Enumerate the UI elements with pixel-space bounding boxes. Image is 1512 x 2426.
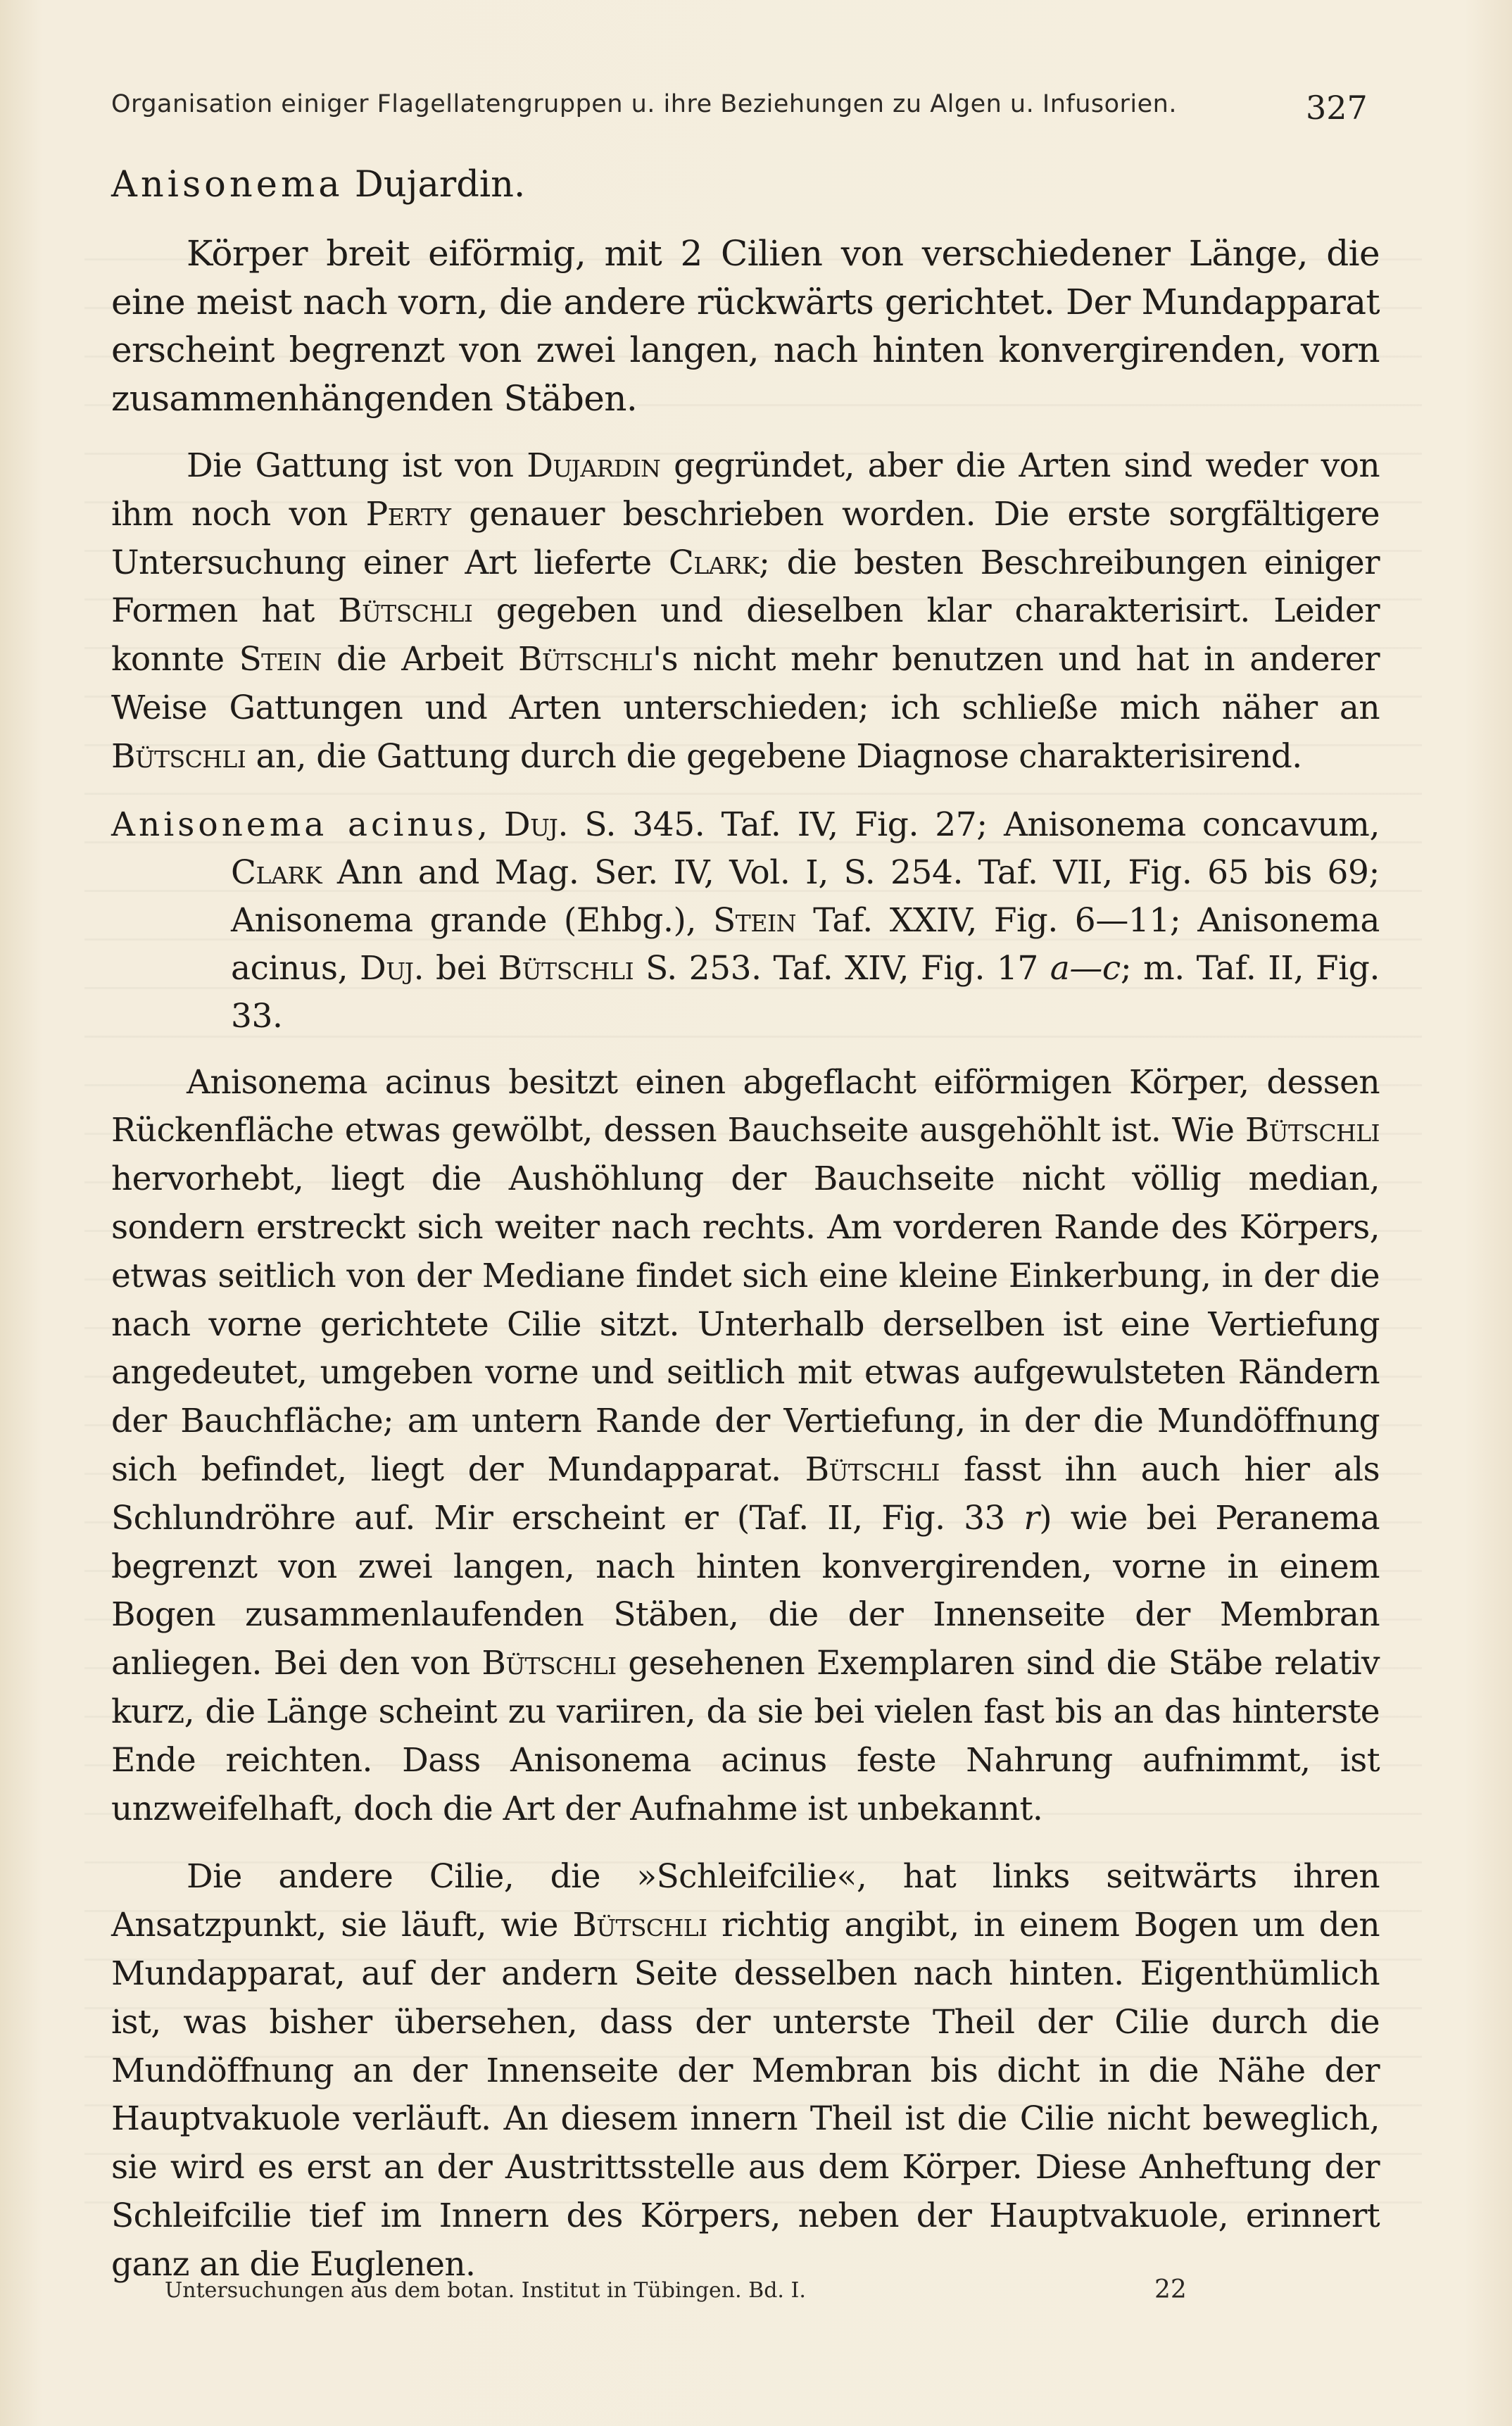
ref-text: Taf. XXIV, Fig. 6—11; Anisonema acinus, [231,900,1380,988]
figure-letters: a—c [1050,948,1121,988]
species-name: Anisonema acinus [111,805,478,844]
intro-text: an, die Gattung durch die gegebene Diagnose charakterisirend. [246,736,1302,776]
ref-text: S. 253. Taf. XIV, Fig. 17 [634,948,1050,988]
author-name: Clark [668,543,760,582]
author-name: Bütschli [338,591,473,631]
cilia-text: Die andere Cilie, die »Schleifcilie«, hat links seitwärts ihren Ansatzpunkt, sie läuft, wie [111,1857,1380,1945]
ref-text: ; m. Taf. II, Fig. 33. [231,948,1380,1036]
running-head: Organisation einiger Flagellatengruppen u. ihre Beziehungen zu Algen u. Infusorien. [111,90,1177,118]
author-name: Bütschli [1245,1111,1380,1150]
paragraph-gap [111,781,1380,801]
author-name: Bütschli [805,1450,940,1489]
description-text: fasst ihn auch hier als Schlundröhre auf. Mir erscheint er (Taf. II, Fig. 33 [111,1450,1380,1538]
ref-text: bei [424,948,498,988]
genus-author: Dujardin. [354,164,526,206]
author-name: Bütschli [572,1906,707,1945]
footer-imprint: Untersuchungen aus dem botan. Institut in Tübingen. Bd. I. [165,2278,806,2303]
signature-mark: 22 [1154,2275,1187,2304]
paragraph-gap [111,1833,1380,1853]
description-paragraph [111,1059,1380,1834]
intro-text: gegeben und dieselben klar charakterisirt. Leider konnte [111,591,1380,679]
author-name: Duj. [360,948,424,988]
genus-name: Anisonema [111,164,344,206]
ref-text: , [477,805,504,844]
intro-text: ; die besten Beschreibungen einiger Formen hat [111,543,1380,631]
author-name: Perty [365,494,451,534]
author-name: Stein [712,900,797,940]
author-name: Duj. [503,805,569,844]
ref-text: S. 345. Taf. IV, Fig. 27; Anisonema concavum, [568,805,1380,844]
author-name: Bütschli [518,640,653,679]
figure-letter: r [1023,1498,1040,1538]
intro-paragraph [111,442,1380,781]
genus-heading [111,161,1380,210]
cilia-text: richtig angibt, in einem Bogen um den Mundapparat, auf der andern Seite desselben nach hinten. Eigenthümlich ist, was bisher übersehen, dass der unterste Theil der Cilie durch die Mundöffnung an der Innenseite der Membran bis dicht in die Nähe der Hauptvakuole verläuft. An diesem innern Theil ist die Cilie nicht beweglich, sie wird es erst an der Austrittsstelle aus dem Körper. Diese Anheftung der Schleifcilie tief im Innern des Körpers, neben der Hauptvakuole, erinnert ganz an die Euglenen. [111,1906,1380,2284]
page-number: 327 [1306,89,1368,127]
body-text [111,161,1380,2289]
description-text: gesehenen Exemplaren sind die Stäbe relativ kurz, die Länge scheint zu variiren, da sie bei vielen fast bis an das hinterste Ende reichten. Dass Anisonema acinus feste Nahrung aufnimmt, ist unzweifelhaft, doch die Art der Aufnahme ist unbekannt. [111,1644,1380,1828]
author-name: Bütschli [481,1644,617,1683]
description-text: hervorhebt, liegt die Aushöhlung der Bauchseite nicht völlig median, sondern erstreckt sich weiter nach rechts. Am vorderen Rande des Körpers, etwas seitlich von der Mediane findet sich eine kleine Einkerbung, in der die nach vorne gerichtete Cilie sitzt. Unterhalb derselben ist eine Vertiefung angedeutet, umgeben vorne und seitlich mit etwas aufgewulsteten Rändern der Bauchfläche; am untern Rande der Vertiefung, in der die Mundöffnung sich befindet, liegt der Mundapparat. [111,1159,1380,1489]
ref-text: Ann and Mag. Ser. IV, Vol. I, S. 254. Taf. VII, Fig. 65 bis 69; Anisonema grande (Ehbg.), [231,853,1380,940]
cilia-paragraph [111,1853,1380,2289]
description-text: ) wie bei Peranema begrenzt von zwei langen, nach hinten konvergirenden, vorne in einem Bogen zusammenlaufenden Stäben, die der Innenseite der Membran anliegen. Bei den von [111,1498,1380,1683]
intro-text: genauer beschrieben worden. Die erste sorgfältigere Untersuchung einer Art lieferte [111,494,1380,582]
intro-text: gegründet, aber die Arten sind weder von ihm noch von [111,446,1380,534]
intro-text: die Arbeit [321,640,519,679]
species-reference [111,801,1380,1041]
author-name: Dujardin [527,446,661,485]
intro-text: Die Gattung ist von [187,446,527,485]
author-name: Bütschli [498,948,634,988]
description-text: Anisonema acinus besitzt einen abgeflacht eiförmigen Körper, dessen Rückenfläche etwas gewölbt, dessen Bauchseite ausgehöhlt ist. Wie [111,1062,1380,1150]
intro-text: 's nicht mehr benutzen und hat in anderer Weise Gattungen und Arten unterschieden; ich schließe mich näher an [111,640,1380,727]
genus-diagnosis: Körper breit eiförmig, mit 2 Cilien von verschiedener Länge, die eine meist nach vorn, die andere rückwärts gerichtet. Der Mundapparat erscheint begrenzt von zwei langen, nach hinten konvergirenden, vorn zusammenhängenden Stäben. [111,233,1380,419]
author-name: Bütschli [111,736,246,776]
author-name: Stein [239,640,322,679]
author-name: Clark [231,853,322,892]
